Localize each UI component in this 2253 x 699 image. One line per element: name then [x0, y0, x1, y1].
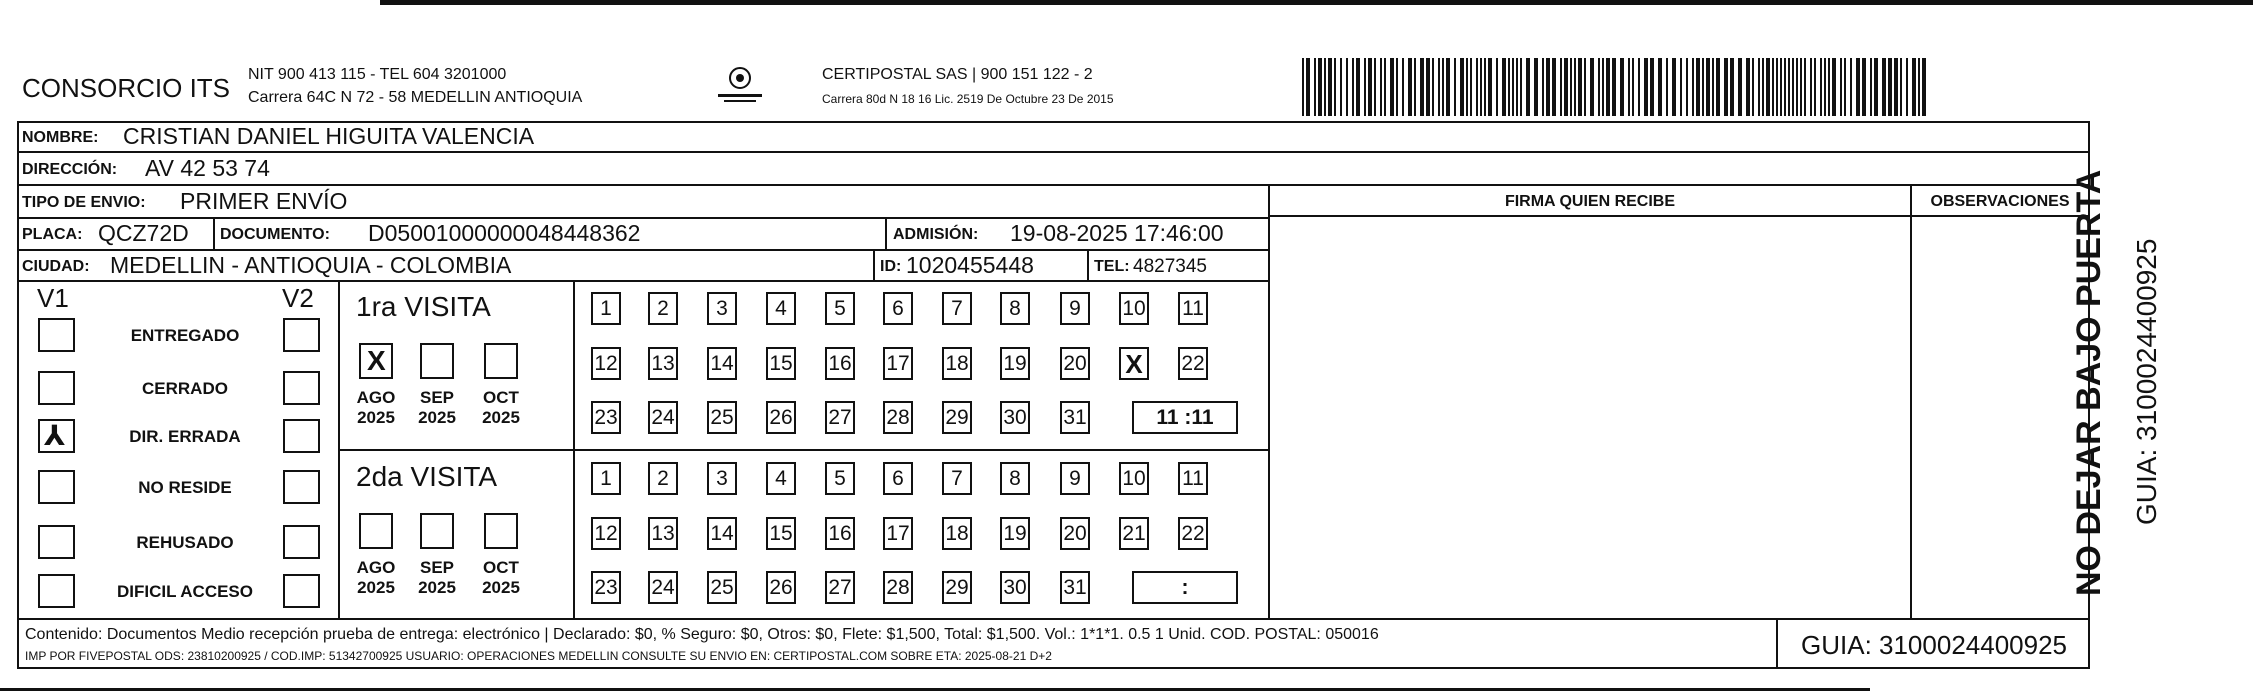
day-number: 29 [945, 575, 969, 599]
day-number: 8 [1009, 466, 1021, 490]
visit-title: 2da VISITA [356, 461, 498, 492]
placa-label: PLACA: [22, 226, 83, 243]
v2-checkbox[interactable] [283, 574, 320, 608]
day-cell[interactable] [1119, 347, 1149, 380]
day-cell[interactable] [883, 462, 913, 495]
day-cell[interactable] [707, 517, 737, 550]
v-admision [885, 217, 887, 251]
day-number: 15 [769, 351, 793, 375]
day-cell[interactable] [1000, 571, 1030, 604]
day-cell[interactable] [1060, 401, 1090, 434]
day-number: 23 [594, 575, 618, 599]
rule-nombre [17, 151, 2090, 153]
day-number: 19 [1003, 351, 1027, 375]
day-number: 16 [828, 351, 852, 375]
month-checkbox[interactable] [484, 513, 518, 549]
day-cell[interactable] [825, 401, 855, 434]
direccion-value: AV 42 53 74 [145, 155, 270, 181]
month-checkbox[interactable] [420, 513, 454, 549]
day-number: 25 [710, 575, 734, 599]
top-rule [380, 0, 2253, 5]
status-label: REHUSADO [136, 533, 234, 552]
day-cell[interactable] [942, 401, 972, 434]
day-number: 7 [951, 466, 963, 490]
day-number: 24 [651, 405, 675, 429]
company-address: Carrera 64C N 72 - 58 MEDELLIN ANTIOQUIA [248, 89, 583, 106]
v2-label: V2 [282, 283, 314, 313]
day-number: 30 [1003, 575, 1027, 599]
day-cell[interactable] [591, 401, 621, 434]
day-number: 3 [716, 466, 728, 490]
day-number: 18 [945, 351, 969, 375]
day-cell[interactable] [707, 292, 737, 325]
v2-checkbox[interactable] [283, 371, 320, 405]
admision-value: 19-08-2025 17:46:00 [1010, 220, 1224, 246]
month-label [352, 558, 400, 597]
day-cell[interactable] [825, 462, 855, 495]
day-number: 9 [1069, 466, 1081, 490]
day-number: 26 [769, 575, 793, 599]
day-number: 26 [769, 405, 793, 429]
day-cell[interactable] [1119, 292, 1149, 325]
month-label [413, 558, 461, 597]
documento-value: D05001000000048448362 [368, 220, 641, 246]
month-label [352, 388, 400, 427]
v2-checkbox[interactable] [283, 318, 320, 352]
day-cell[interactable] [1000, 517, 1030, 550]
day-cell[interactable] [883, 571, 913, 604]
v-placa-doc [213, 217, 215, 251]
footer-imp: IMP POR FIVEPOSTAL ODS: 23810200925 / COD.IMP: 51342700925 USUARIO: OPERACIONES MEDELLIN CONSULTE SU ENVIO EN: CERTIPOSTAL.COM SOBRE ETA: 2025-08-21 D+2 [25, 649, 1052, 663]
day-number: 7 [951, 296, 963, 320]
day-cell[interactable] [1000, 292, 1030, 325]
day-number: 14 [710, 521, 734, 545]
side-warning: NO DEJAR BAJO PUERTA [2070, 169, 2108, 596]
day-cell[interactable] [766, 462, 796, 495]
observaciones-header: OBSERVACIONES [1930, 193, 2070, 210]
day-number: 3 [716, 296, 728, 320]
bottom-rule [0, 688, 1870, 691]
v1-label: V1 [37, 283, 69, 313]
month-mark: X [367, 345, 386, 376]
day-number: 4 [775, 466, 787, 490]
month-name: AGO [356, 388, 396, 407]
status-label: DIFICIL ACCESO [116, 582, 253, 601]
admision-label: ADMISIÓN: [893, 226, 979, 243]
month-year: 2025 [418, 407, 456, 427]
month-name: SEP [419, 558, 455, 577]
day-number: 23 [594, 405, 618, 429]
day-number: 5 [834, 296, 846, 320]
day-cell[interactable] [825, 571, 855, 604]
day-number: 5 [834, 466, 846, 490]
day-cell[interactable] [707, 347, 737, 380]
day-cell[interactable] [942, 517, 972, 550]
day-number: 1 [600, 466, 612, 490]
tel-value: 4827345 [1133, 256, 1207, 277]
day-cell[interactable] [1119, 462, 1149, 495]
month-name: AGO [356, 558, 396, 577]
month-year: 2025 [482, 577, 520, 597]
day-cell[interactable] [1178, 462, 1208, 495]
carrier-name: CERTIPOSTAL SAS | 900 151 122 - 2 [822, 66, 1093, 83]
day-number: 30 [1003, 405, 1027, 429]
day-cell[interactable] [1060, 292, 1090, 325]
day-number: 6 [892, 296, 904, 320]
day-number: 15 [769, 521, 793, 545]
tel-label: TEL: [1094, 258, 1130, 275]
day-cell[interactable] [1060, 571, 1090, 604]
day-number: 4 [775, 296, 787, 320]
company-nit: NIT 900 413 115 - TEL 604 3201000 [248, 66, 507, 83]
month-checkbox[interactable] [359, 343, 393, 379]
day-number: 24 [651, 575, 675, 599]
day-number: 11 [1182, 296, 1204, 320]
carrier-address: Carrera 80d N 18 16 Lic. 2519 De Octubre 23 De 2015 [822, 92, 1114, 106]
day-cell[interactable] [707, 571, 737, 604]
v2-checkbox[interactable] [283, 419, 320, 453]
day-cell[interactable] [648, 347, 678, 380]
day-number: 12 [594, 521, 618, 545]
day-cell[interactable] [883, 347, 913, 380]
v1-checkbox[interactable] [38, 318, 75, 352]
company-name: CONSORCIO ITS [22, 73, 231, 103]
day-number: 13 [651, 521, 675, 545]
day-number: 22 [1181, 521, 1205, 545]
direccion-label: DIRECCIÓN: [22, 161, 118, 178]
rule-tipo [17, 217, 1270, 219]
day-cell[interactable] [648, 292, 678, 325]
time-box[interactable]: : [1132, 571, 1238, 604]
day-cell[interactable] [766, 292, 796, 325]
rule-direccion [17, 184, 2090, 186]
day-cell[interactable] [648, 517, 678, 550]
day-cell[interactable] [942, 462, 972, 495]
day-number: 31 [1063, 575, 1087, 599]
nombre-label: NOMBRE: [22, 129, 99, 146]
day-cell[interactable] [942, 347, 972, 380]
day-number: 10 [1122, 466, 1146, 490]
v1-checkbox[interactable] [38, 371, 75, 405]
day-number: 28 [886, 575, 910, 599]
v-firma-left [1268, 184, 1270, 620]
day-cell[interactable] [1119, 517, 1149, 550]
day-cell[interactable] [825, 517, 855, 550]
rule-footer [17, 618, 2090, 620]
day-cell[interactable] [707, 401, 737, 434]
documento-label: DOCUMENTO: [220, 226, 330, 243]
day-cell[interactable] [766, 401, 796, 434]
day-cell[interactable] [1000, 347, 1030, 380]
id-label: ID: [880, 258, 902, 275]
status-label: ENTREGADO [130, 326, 240, 345]
day-number: 13 [651, 351, 675, 375]
day-mark: X [1125, 348, 1143, 379]
day-cell[interactable] [1060, 347, 1090, 380]
month-year: 2025 [357, 577, 395, 597]
day-number: 27 [828, 405, 852, 429]
month-year: 2025 [418, 577, 456, 597]
day-cell[interactable] [1178, 347, 1208, 380]
id-value: 1020455448 [906, 252, 1034, 278]
day-number: 31 [1063, 405, 1087, 429]
status-label: CERRADO [142, 379, 228, 398]
day-number: 6 [892, 466, 904, 490]
day-cell[interactable] [883, 401, 913, 434]
month-label [477, 558, 525, 597]
rule-visit-split [338, 449, 1270, 451]
day-number: 20 [1063, 351, 1087, 375]
v2-checkbox[interactable] [283, 470, 320, 504]
day-cell[interactable] [1060, 462, 1090, 495]
day-number: 12 [594, 351, 618, 375]
tipo-value: PRIMER ENVÍO [180, 188, 348, 214]
v-obs-left [1910, 184, 1912, 620]
day-cell[interactable] [648, 571, 678, 604]
month-checkbox[interactable] [359, 513, 393, 549]
day-cell[interactable] [1178, 517, 1208, 550]
day-number: 17 [886, 521, 910, 545]
month-checkbox[interactable] [420, 343, 454, 379]
day-number: 16 [828, 521, 852, 545]
footer-contenido: Contenido: Documentos Medio recepción prueba de entrega: electrónico | Declarado: $0, % Seguro: $0, Otros: $0, Flete: $1,500, Total: $1,500. Vol.: 1*1*1. 0.5 1 Unid. COD. POSTAL: 050016 [25, 626, 1379, 643]
day-number: 8 [1009, 296, 1021, 320]
day-number: 25 [710, 405, 734, 429]
day-cell[interactable] [1060, 517, 1090, 550]
day-cell[interactable] [591, 517, 621, 550]
day-cell[interactable] [591, 571, 621, 604]
v2-checkbox[interactable] [283, 525, 320, 559]
rule-placa [17, 249, 1270, 251]
day-cell[interactable] [766, 347, 796, 380]
time-box[interactable]: 11 :11 [1132, 401, 1238, 434]
day-number: 2 [657, 466, 669, 490]
status-label: DIR. ERRADA [129, 427, 241, 446]
day-cell[interactable] [942, 292, 972, 325]
month-name: SEP [419, 388, 455, 407]
rule-firma-header [1268, 215, 2090, 217]
day-number: 1 [600, 296, 612, 320]
rule-ciudad [17, 280, 1270, 282]
day-number: 29 [945, 405, 969, 429]
day-cell[interactable] [591, 347, 621, 380]
day-cell[interactable] [825, 347, 855, 380]
day-number: 9 [1069, 296, 1081, 320]
month-name: OCT [483, 558, 519, 577]
status-label: NO RESIDE [138, 478, 232, 497]
day-number: 28 [886, 405, 910, 429]
side-guia: GUIA: 3100024400925 [2131, 238, 2162, 525]
day-number: 21 [1122, 521, 1146, 545]
v1-mark: ⅄ [44, 420, 66, 451]
day-cell[interactable] [707, 462, 737, 495]
month-year: 2025 [357, 407, 395, 427]
day-number: 27 [828, 575, 852, 599]
placa-value: QCZ72D [98, 220, 189, 246]
day-number: 2 [657, 296, 669, 320]
month-name: OCT [483, 388, 519, 407]
day-cell[interactable] [591, 462, 621, 495]
day-cell[interactable] [591, 292, 621, 325]
day-cell[interactable] [766, 517, 796, 550]
day-cell[interactable] [648, 462, 678, 495]
month-year: 2025 [482, 407, 520, 427]
day-cell[interactable] [766, 571, 796, 604]
v-id [873, 249, 875, 282]
certipostal-logo [712, 62, 768, 108]
day-cell[interactable] [1178, 292, 1208, 325]
day-number: 14 [710, 351, 734, 375]
ciudad-label: CIUDAD: [22, 258, 90, 275]
v-tel [1087, 249, 1089, 282]
visit-title: 1ra VISITA [356, 291, 491, 322]
day-number: 19 [1003, 521, 1027, 545]
day-cell[interactable] [942, 571, 972, 604]
tipo-label: TIPO DE ENVIO: [22, 194, 146, 211]
day-cell[interactable] [1000, 462, 1030, 495]
v1-checkbox[interactable] [38, 525, 75, 559]
month-checkbox[interactable] [484, 343, 518, 379]
day-number: 20 [1063, 521, 1087, 545]
day-cell[interactable] [1000, 401, 1030, 434]
day-number: 18 [945, 521, 969, 545]
v1-checkbox[interactable] [38, 470, 75, 504]
footer-guia: GUIA: 3100024400925 [1801, 630, 2067, 660]
month-label [477, 388, 525, 427]
firma-header: FIRMA QUIEN RECIBE [1504, 193, 1676, 210]
day-cell[interactable] [883, 292, 913, 325]
v1-checkbox[interactable] [38, 419, 75, 453]
barcode [1300, 58, 1933, 116]
ciudad-value: MEDELLIN - ANTIOQUIA - COLOMBIA [110, 252, 512, 278]
day-number: 11 [1182, 466, 1204, 490]
day-number: 10 [1122, 296, 1146, 320]
v1-checkbox[interactable] [38, 574, 75, 608]
day-cell[interactable] [825, 292, 855, 325]
day-number: 22 [1181, 351, 1205, 375]
month-label [413, 388, 461, 427]
nombre-value: CRISTIAN DANIEL HIGUITA VALENCIA [123, 123, 535, 149]
day-number: 17 [886, 351, 910, 375]
day-cell[interactable] [648, 401, 678, 434]
day-cell[interactable] [883, 517, 913, 550]
